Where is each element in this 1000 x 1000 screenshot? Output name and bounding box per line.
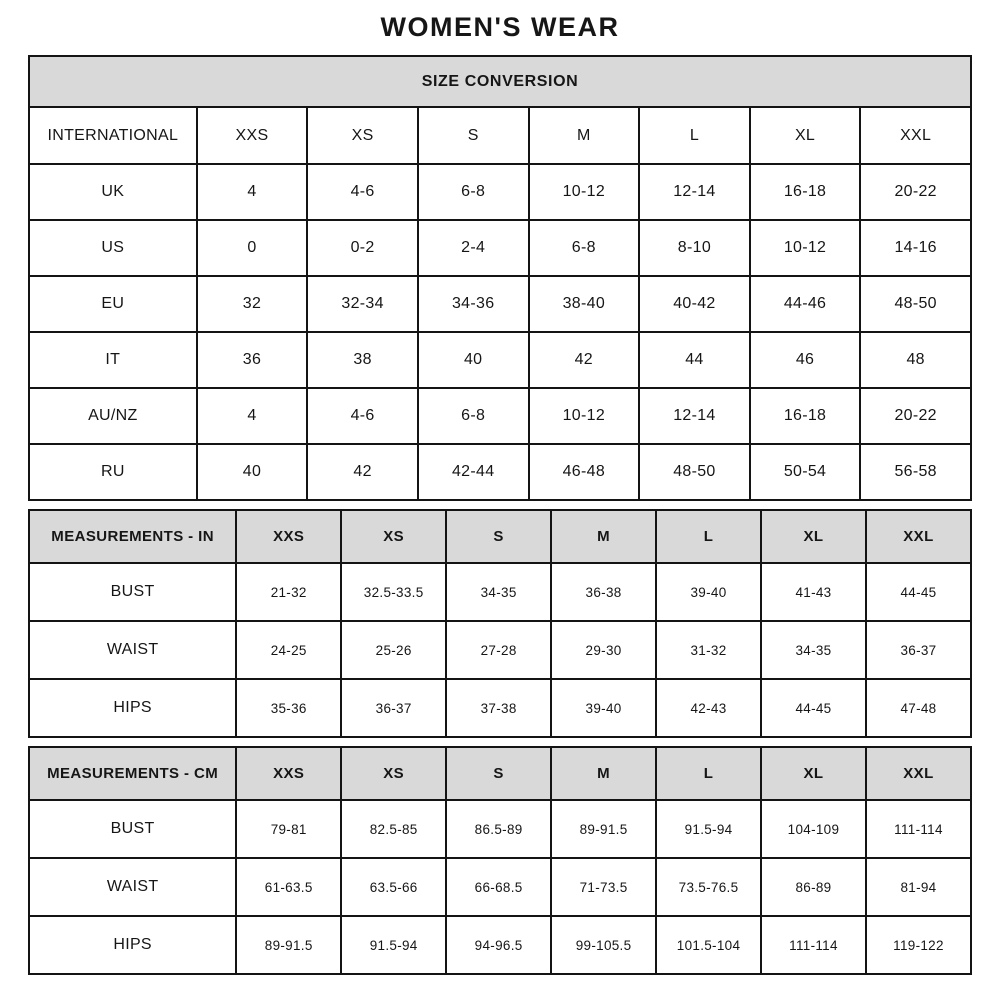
value-cell: 44: [639, 332, 750, 388]
size-conversion-table: [28, 55, 972, 501]
row-label: HIPS: [29, 679, 236, 737]
value-cell: 119-122: [866, 916, 971, 974]
value-cell: 94-96.5: [446, 916, 551, 974]
value-cell: 6-8: [418, 164, 529, 220]
value-cell: 24-25: [236, 621, 341, 679]
table-row: [29, 916, 971, 974]
value-cell: 4-6: [307, 388, 418, 444]
row-label: AU/NZ: [29, 388, 197, 444]
measurements-in-body: [29, 563, 971, 737]
value-cell: 40-42: [639, 276, 750, 332]
value-cell: 34-35: [446, 563, 551, 621]
table-row: [29, 276, 971, 332]
table-row: [29, 858, 971, 916]
value-cell: 91.5-94: [341, 916, 446, 974]
row-label: BUST: [29, 563, 236, 621]
section-title: SIZE CONVERSION: [29, 56, 971, 107]
row-label: HIPS: [29, 916, 236, 974]
column-header: XS: [341, 747, 446, 800]
table-row: [29, 621, 971, 679]
table-row: [29, 563, 971, 621]
value-cell: 32: [197, 276, 308, 332]
value-cell: 27-28: [446, 621, 551, 679]
value-cell: 14-16: [860, 220, 971, 276]
measurements-cm-table: [28, 746, 972, 975]
value-cell: 20-22: [860, 164, 971, 220]
column-header: M: [551, 510, 656, 563]
value-cell: 36-37: [866, 621, 971, 679]
value-cell: 44-45: [866, 563, 971, 621]
value-cell: 37-38: [446, 679, 551, 737]
value-cell: 71-73.5: [551, 858, 656, 916]
value-cell: 46-48: [529, 444, 640, 500]
column-header: XXL: [866, 747, 971, 800]
value-cell: 25-26: [341, 621, 446, 679]
value-cell: 42: [529, 332, 640, 388]
table-row: [29, 220, 971, 276]
section-title: MEASUREMENTS - IN: [29, 510, 236, 563]
table-row: [29, 679, 971, 737]
column-header: XL: [761, 510, 866, 563]
column-header: XXL: [860, 107, 971, 164]
value-cell: 2-4: [418, 220, 529, 276]
value-cell: 10-12: [529, 164, 640, 220]
value-cell: 38-40: [529, 276, 640, 332]
value-cell: 39-40: [551, 679, 656, 737]
table-row: [29, 164, 971, 220]
column-header-row: [29, 510, 971, 563]
value-cell: 104-109: [761, 800, 866, 858]
value-cell: 42-43: [656, 679, 761, 737]
value-cell: 40: [418, 332, 529, 388]
value-cell: 38: [307, 332, 418, 388]
value-cell: 46: [750, 332, 861, 388]
row-label: RU: [29, 444, 197, 500]
value-cell: 111-114: [761, 916, 866, 974]
row-label: EU: [29, 276, 197, 332]
value-cell: 34-35: [761, 621, 866, 679]
value-cell: 32-34: [307, 276, 418, 332]
size-conversion-body: [29, 164, 971, 500]
value-cell: 79-81: [236, 800, 341, 858]
value-cell: 89-91.5: [236, 916, 341, 974]
value-cell: 4: [197, 388, 308, 444]
section-header-row: [29, 56, 971, 107]
value-cell: 89-91.5: [551, 800, 656, 858]
row-label: BUST: [29, 800, 236, 858]
row-label: US: [29, 220, 197, 276]
value-cell: 4: [197, 164, 308, 220]
value-cell: 48-50: [860, 276, 971, 332]
value-cell: 36-38: [551, 563, 656, 621]
row-label: IT: [29, 332, 197, 388]
column-header: XXS: [236, 510, 341, 563]
value-cell: 86.5-89: [446, 800, 551, 858]
column-header: XXS: [236, 747, 341, 800]
value-cell: 10-12: [750, 220, 861, 276]
value-cell: 48: [860, 332, 971, 388]
column-header-row: [29, 107, 971, 164]
column-header: XXS: [197, 107, 308, 164]
column-header: S: [418, 107, 529, 164]
value-cell: 73.5-76.5: [656, 858, 761, 916]
table-row: [29, 800, 971, 858]
table-row: [29, 388, 971, 444]
value-cell: 21-32: [236, 563, 341, 621]
column-header: XS: [307, 107, 418, 164]
column-header: INTERNATIONAL: [29, 107, 197, 164]
page-title: WOMEN'S WEAR: [380, 12, 620, 42]
value-cell: 0-2: [307, 220, 418, 276]
value-cell: 32.5-33.5: [341, 563, 446, 621]
section-title: MEASUREMENTS - CM: [29, 747, 236, 800]
value-cell: 56-58: [860, 444, 971, 500]
value-cell: 111-114: [866, 800, 971, 858]
value-cell: 6-8: [529, 220, 640, 276]
value-cell: 8-10: [639, 220, 750, 276]
value-cell: 16-18: [750, 164, 861, 220]
value-cell: 48-50: [639, 444, 750, 500]
value-cell: 39-40: [656, 563, 761, 621]
column-header: M: [551, 747, 656, 800]
column-header: L: [656, 510, 761, 563]
column-header: M: [529, 107, 640, 164]
value-cell: 4-6: [307, 164, 418, 220]
column-header: XS: [341, 510, 446, 563]
value-cell: 81-94: [866, 858, 971, 916]
value-cell: 10-12: [529, 388, 640, 444]
value-cell: 35-36: [236, 679, 341, 737]
column-header: XL: [750, 107, 861, 164]
value-cell: 63.5-66: [341, 858, 446, 916]
row-label: UK: [29, 164, 197, 220]
table-row: [29, 332, 971, 388]
value-cell: 6-8: [418, 388, 529, 444]
measurements-in-table: [28, 509, 972, 738]
value-cell: 0: [197, 220, 308, 276]
value-cell: 50-54: [750, 444, 861, 500]
column-header: XL: [761, 747, 866, 800]
value-cell: 42: [307, 444, 418, 500]
value-cell: 44-46: [750, 276, 861, 332]
value-cell: 101.5-104: [656, 916, 761, 974]
value-cell: 36-37: [341, 679, 446, 737]
value-cell: 29-30: [551, 621, 656, 679]
value-cell: 40: [197, 444, 308, 500]
column-header: S: [446, 510, 551, 563]
value-cell: 16-18: [750, 388, 861, 444]
column-header-row: [29, 747, 971, 800]
value-cell: 31-32: [656, 621, 761, 679]
value-cell: 91.5-94: [656, 800, 761, 858]
value-cell: 86-89: [761, 858, 866, 916]
value-cell: 20-22: [860, 388, 971, 444]
row-label: WAIST: [29, 621, 236, 679]
value-cell: 36: [197, 332, 308, 388]
value-cell: 12-14: [639, 388, 750, 444]
value-cell: 34-36: [418, 276, 529, 332]
value-cell: 42-44: [418, 444, 529, 500]
value-cell: 47-48: [866, 679, 971, 737]
measurements-cm-body: [29, 800, 971, 974]
row-label: WAIST: [29, 858, 236, 916]
column-header: L: [656, 747, 761, 800]
value-cell: 41-43: [761, 563, 866, 621]
column-header: S: [446, 747, 551, 800]
column-header: L: [639, 107, 750, 164]
value-cell: 82.5-85: [341, 800, 446, 858]
column-header: XXL: [866, 510, 971, 563]
value-cell: 99-105.5: [551, 916, 656, 974]
value-cell: 12-14: [639, 164, 750, 220]
table-row: [29, 444, 971, 500]
value-cell: 66-68.5: [446, 858, 551, 916]
value-cell: 61-63.5: [236, 858, 341, 916]
value-cell: 44-45: [761, 679, 866, 737]
